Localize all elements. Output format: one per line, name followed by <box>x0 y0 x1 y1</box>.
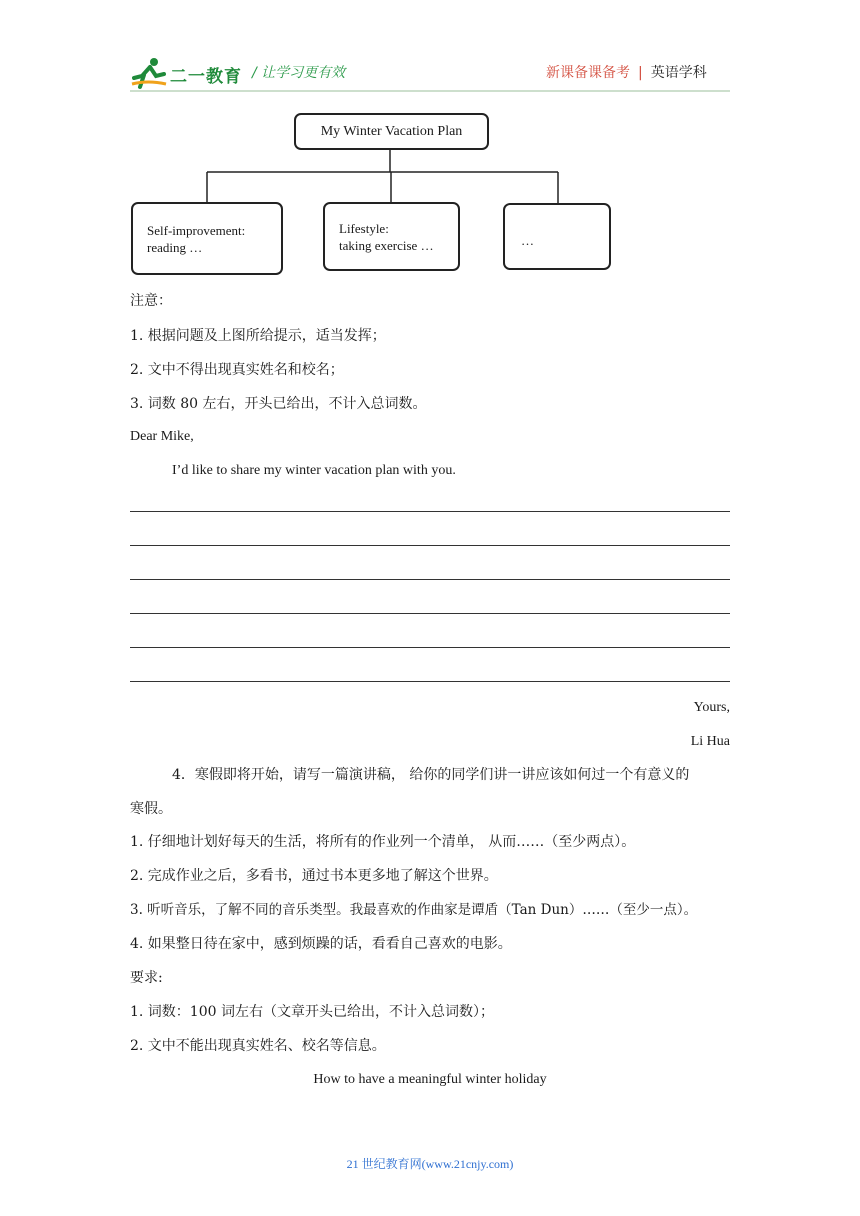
task4-point: 2. 完成作业之后，多看书，通过书本更多地了解这个世界。 <box>130 868 498 884</box>
task4-intro: 4．寒假即将开始，请写一篇演讲稿， 给你的同学们讲一讲应该如何过一个有意义的 <box>172 767 690 783</box>
box2-line1: Lifestyle: <box>339 221 389 236</box>
letter-closing: Yours, <box>693 700 730 715</box>
task4-point: 4. 如果整日待在家中，感到烦躁的话，看看自己喜欢的电影。 <box>130 936 512 952</box>
letter-opening: I’d like to share my winter vacation plan with you. <box>172 463 456 478</box>
letter-salutation: Dear Mike, <box>130 429 194 444</box>
writing-line <box>130 511 730 512</box>
notes-heading: 注意： <box>130 293 172 309</box>
header-separator: | <box>638 65 643 81</box>
requirement-item: 2. 文中不能出现真实姓名、校名等信息。 <box>130 1038 386 1054</box>
writing-line <box>130 647 730 648</box>
slogan: / 让学习更有效 <box>252 65 346 81</box>
header-subject: 英语学科 <box>650 65 707 81</box>
logo-text: 二一教育 <box>170 67 242 87</box>
note-item: 1. 根据问题及上图所给提示，适当发挥； <box>130 328 386 344</box>
box1-line2: reading … <box>147 240 203 255</box>
diagram-box-lifestyle <box>323 202 460 271</box>
writing-line <box>130 681 730 682</box>
writing-line <box>130 613 730 614</box>
writing-line <box>130 545 730 546</box>
task4-point: 1. 仔细地计划好每天的生活，将所有的作业列一个清单， 从而……（至少两点）。 <box>130 834 636 850</box>
task4-intro-cont: 寒假。 <box>130 801 172 817</box>
box2-line2: taking exercise … <box>339 238 434 253</box>
writing-line <box>130 579 730 580</box>
requirements-heading: 要求: <box>130 970 163 986</box>
diagram-box-more: … <box>503 203 611 270</box>
header-tagline: 新课备课备考 <box>546 65 630 81</box>
task4-point: 3. 听听音乐，了解不同的音乐类型。我最喜欢的作曲家是谭盾（Tan Dun）……（至少一点）。 <box>130 902 698 918</box>
page-footer: 21 世纪教育网(www.21cnjy.com) <box>346 1157 514 1171</box>
requirement-item: 1. 词数：100 词左右（文章开头已给出，不计入总词数）； <box>130 1004 494 1020</box>
diagram-box-self-improvement <box>131 202 283 275</box>
essay-title: How to have a meaningful winter holiday <box>313 1072 547 1087</box>
note-item: 2. 文中不得出现真实姓名和校名； <box>130 362 344 378</box>
note-item: 3. 词数 80 左右，开头已给出，不计入总词数。 <box>130 396 427 412</box>
box1-line1: Self-improvement: <box>147 223 246 238</box>
diagram-title-box: My Winter Vacation Plan <box>294 113 489 150</box>
letter-signature: Li Hua <box>690 734 730 749</box>
